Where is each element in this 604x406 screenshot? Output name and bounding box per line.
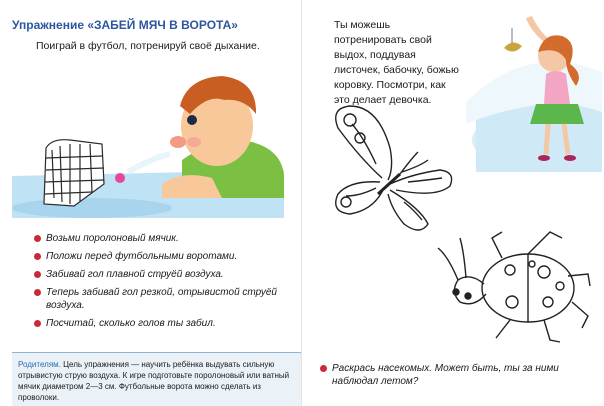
list-item: Посчитай, сколько голов ты забил. <box>34 317 294 330</box>
parents-note-text: Цель упражнения — научить ребёнка выдувать сильную отрывистую струю воздуха. К игре подготовьте поролоновый или ватный мячик диаметром 2—3 см. Футбольные ворота можно сделать из проволоки. <box>18 360 290 402</box>
list-item: Теперь забивай гол резкой, отрывистой струёй воздуха. <box>34 286 294 312</box>
boy-figure <box>162 76 284 198</box>
bullet-dot-icon <box>320 365 327 372</box>
bullet-dot-icon <box>34 320 41 327</box>
exercise-subtitle: Поиграй в футбол, потренируй своё дыхание. <box>36 40 260 52</box>
list-item: Забивай гол плавной струёй воздуха. <box>34 268 294 281</box>
bullet-dot-icon <box>34 271 41 278</box>
bullet-dot-icon <box>34 289 41 296</box>
list-item: Положи перед футбольными воротами. <box>34 250 294 263</box>
left-page <box>0 0 302 405</box>
exercise-title: Упражнение «ЗАБЕЙ МЯЧ В ВОРОТА» <box>12 18 238 32</box>
bullet-dot-icon <box>34 235 41 242</box>
foam-ball <box>115 173 125 183</box>
coloring-task: Раскрась насекомых. Может быть, ты за ними наблюдал летом? <box>320 362 602 388</box>
boy-football-illustration <box>12 58 284 218</box>
parents-note-label: Родителям. <box>18 360 61 369</box>
list-item: Возьми поролоновый мячик. <box>34 232 294 245</box>
instruction-list <box>34 232 294 335</box>
right-intro-text: Ты можешь потренировать свой выдох, поддувая листочек, бабочку, божью коровку. Посмотри, как это делает девочка. <box>334 19 459 106</box>
butterfly-coloring-outline <box>320 98 460 240</box>
bullet-dot-icon <box>34 253 41 260</box>
girl-blowing-leaf-illustration <box>466 12 602 172</box>
parents-note <box>12 352 302 406</box>
page-fold <box>301 0 302 405</box>
ladybug-coloring-outline <box>432 228 592 346</box>
